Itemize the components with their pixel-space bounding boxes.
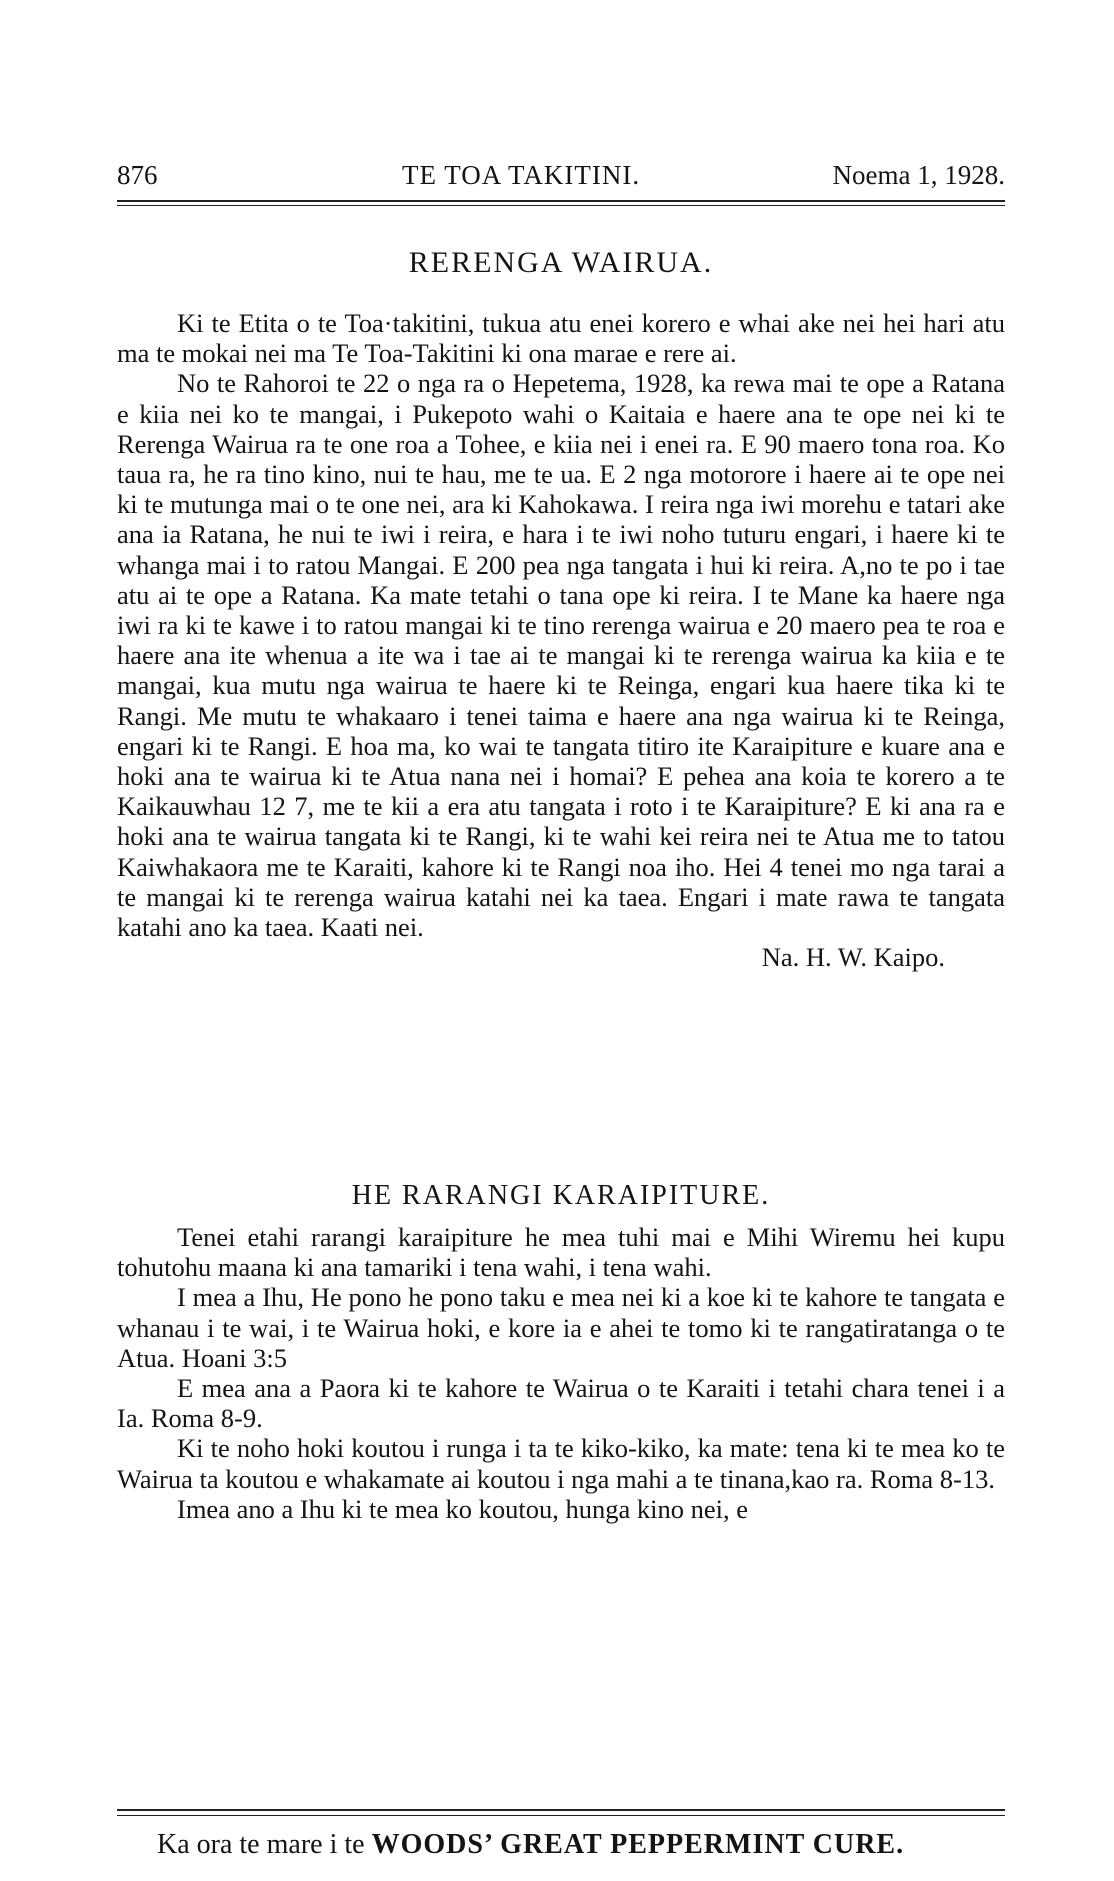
footer-rule-thin [117,1815,1005,1816]
advert-prefix: Ka ora te mare i te [157,1829,365,1860]
article-body-rerenga-wairua [117,308,1005,972]
article-body-he-rarangi-karaipiture [117,1222,1005,1524]
article-paragraph: Imea ano a Ihu ki te mea ko koutou, hunga kino nei, e [177,1493,749,1524]
article-paragraph: E mea ana a Paora ki te kahore te Wairua o te Karaiti i tetahi chara tenei i a Ia. Roma 8-9. [117,1373,1005,1434]
article-paragraph: Ki te noho hoki koutou i runga i ta te kiko-kiko, ka mate: tena ki te mea ko te Wairua ta koutou e whakamate ai koutou i nga mahi a te tinana,kao ra. Roma 8-13. [117,1433,1005,1494]
journal-title: TE TOA TAKITINI. [402,160,641,190]
advertisement [117,1827,1005,1863]
header-rule [117,200,1005,202]
article-paragraph: No te Rahoroi te 22 o nga ra o Hepetema, 1928, ka rewa mai te ope a Ratana e kiia nei ko te mangai, i Pukepoto wahi o Kaitaia e haere ana te ope nei ki te Rerenga Wairua ra te one roa a Tohee, e kiia nei i enei ra. E 90 maero tona roa. Ko taua ra, he ra tino kino, nui te hau, me te ua. E 2 nga motorore i haere ai te ope nei ki te mutunga mai o te one nei, ara ki Kahokawa. I reira nga iwi morehu e tatari ake ana ia Ratana, he nui te iwi i reira, e hara i te iwi noho tuturu engari, i haere ki te whanga mai i to ratou Mangai. E 200 pea nga tangata i hui ki reira. A,no te po i tae atu ai te ope a Ratana. Ka mate tetahi o tana ope ki reira. I te Mane ka haere nga iwi ra ki te kawe i to ratou mangai ki te tino rerenga wairua e 20 maero pea te roa e haere ana ite whenua a ite wa i tae ai te mangai ki te rerenga wairua ka kiia e te mangai, kua mutu nga wairua te haere ki te Reinga, engari kua haere tika ki te Rangi. Me mutu te whakaaro i tenei taima e haere ana nga wairua ki te Reinga, engari ki te Rangi. E hoa ma, ko wai te tangata titiro ite Karaipiture e kuare ana e hoki ana te wairua ki te Atua nana nei i homai? E pehea ana koia te korero a te Kaikauwhau 12 7, me te kii a era atu tangata i roto i te Karaipiture? E ki ana ra e hoki ana te wairua tangata ki te Rangi, ki te wahi kei reira nei te Atua me to tatou Kaiwhakaora me te Karaiti, kahore ki te Rangi noa iho. Hei 4 tenei mo nga tarai a te mangai ki te rerenga wairua katahi nei ka taea. Engari i mate rawa te tangata katahi ano ka taea. Kaati nei. [117,368,1005,943]
article-title-he-rarangi-karaipiture: HE RARANGI KARAIPITURE. [351,1180,771,1211]
article-signature: Na. H. W. Kaipo. [761,942,945,973]
running-header [117,160,1005,196]
advert-product: WOODS’ GREAT PEPPERMINT CURE. [371,1829,905,1860]
article-paragraph: I mea a Ihu, He pono he pono taku e mea nei ki a koe ki te kahore te tangata e whanau i te wai, i te Wairua hoki, e kore ia e ahei te tomo ki te rangatiratanga o te Atua. Hoani 3:5 [117,1282,1005,1373]
issue-date: Noema 1, 1928. [832,160,1005,190]
footer-rule [117,1809,1005,1811]
article-paragraph: Tenei etahi rarangi karaipiture he mea tuhi mai e Mihi Wiremu hei kupu tohutohu maana ki ana tamariki i tena wahi, i tena wahi. [117,1222,1005,1283]
article-title-rerenga-wairua: RERENGA WAIRUA. [408,246,714,279]
page-number: 876 [117,160,158,190]
header-rule-thin [117,205,1005,206]
article-paragraph: Ki te Etita o te Toa·takitini, tukua atu enei korero e whai ake nei hei hari atu ma te mokai nei ma Te Toa-Takitini ki ona marae e rere ai. [117,308,1005,369]
